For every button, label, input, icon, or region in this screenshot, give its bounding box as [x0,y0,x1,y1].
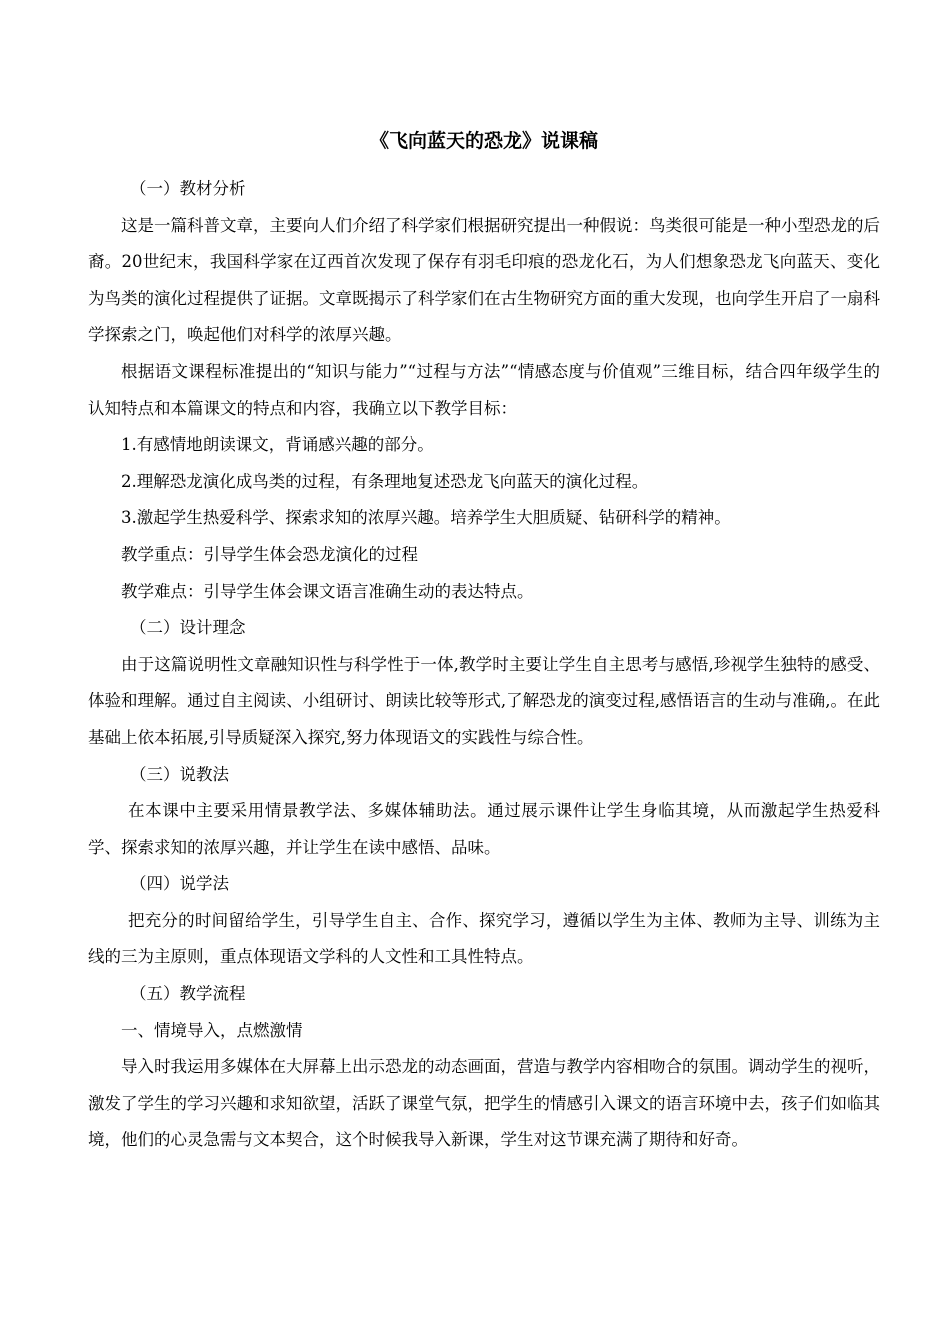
section-heading-learning-method: （四）说学法 [130,874,229,894]
goal-item-2: 2.理解恐龙演化成鸟类的过程，有条理地复述恐龙飞向蓝天的演化过程。 [121,471,649,491]
teaching-focus: 教学重点：引导学生体会恐龙演化的过程 [121,544,418,564]
paragraph-learning-method: 把充分的时间留给学生，引导学生自主、合作、探究学习，遵循以学生为主体、教师为主导、训练为主线的三为主原则，重点体现语文学科的人文性和工具性特点。 [88,910,880,967]
section-heading-teaching-method: （三）说教法 [130,764,229,784]
section-heading-design-concept: （二）设计理念 [130,618,246,638]
section-heading-textbook-analysis: （一）教材分析 [130,179,246,198]
section-heading-teaching-process: （五）教学流程 [130,984,246,1004]
paragraph-intro: 这是一篇科普文章，主要向人们介绍了科学家们根据研究提出一种假说：鸟类很可能是一种小型恐龙的后裔。20世纪末，我国科学家在辽西首次发现了保存有羽毛印痕的恐龙化石，为人们想象恐龙飞向蓝天、变化为鸟类的演化过程提供了证据。文章既揭示了科学家们在古生物研究方面的重大发现，也向学生开启了一扇科学探索之门，唤起他们对科学的浓厚兴趣。 [88,215,880,345]
document-title: 《飞向蓝天的恐龙》说课稿 [369,130,598,152]
process-step-1-heading: 一、情境导入，点燃激情 [121,1020,303,1040]
goal-item-3: 3.激起学生热爱科学、探索求知的浓厚兴趣。培养学生大胆质疑、钻研科学的精神。 [121,508,731,528]
paragraph-process-step-1: 导入时我运用多媒体在大屏幕上出示恐龙的动态画面，营造与教学内容相吻合的氛围。调动学生的视听，激发了学生的学习兴趣和求知欲望，活跃了课堂气氛，把学生的情感引入课文的语言环境中去，孩子们如临其境，他们的心灵急需与文本契合，这个时候我导入新课，学生对这节课充满了期待和好奇。 [88,1057,880,1150]
paragraph-design-concept: 由于这篇说明性文章融知识性与科学性于一体,教学时主要让学生自主思考与感悟,珍视学生独特的感受、体验和理解。通过自主阅读、小组研讨、朗读比较等形式,了解恐龙的演变过程,感悟语言的生动与准确,。在此基础上依本拓展,引导质疑深入探究,努力体现语文的实践性与综合性。 [88,654,880,747]
paragraph-goals-basis: 根据语文课程标准提出的“知识与能力”“过程与方法”“情感态度与价值观”三维目标，结合四年级学生的认知特点和本篇课文的特点和内容，我确立以下教学目标： [88,361,880,418]
teaching-difficulty: 教学难点：引导学生体会课文语言准确生动的表达特点。 [121,581,534,601]
paragraph-teaching-method: 在本课中主要采用情景教学法、多媒体辅助法。通过展示课件让学生身临其境，从而激起学生热爱科学、探索求知的浓厚兴趣，并让学生在读中感悟、品味。 [88,801,880,857]
document-page [88,0,880,1344]
goal-item-1: 1.有感情地朗读课文，背诵感兴趣的部分。 [121,435,434,455]
document-body [88,171,880,1159]
